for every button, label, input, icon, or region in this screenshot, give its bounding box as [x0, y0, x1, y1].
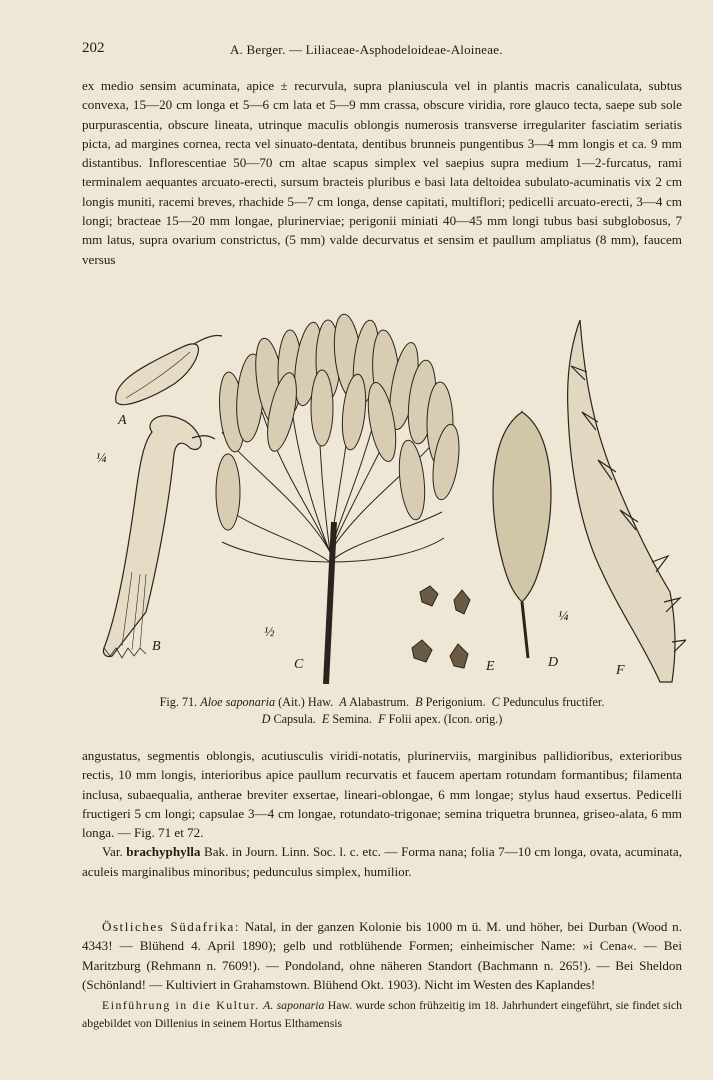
caption-fig-number: Fig. 71. [159, 695, 198, 709]
caption-species: Aloe saponaria [200, 695, 276, 709]
label-e: E [486, 659, 495, 674]
distribution-region: Östliches Südafrika: [102, 919, 240, 934]
label-b: B [152, 639, 161, 654]
caption-author: (Ait.) Haw. [278, 695, 334, 709]
paragraph-distribution [82, 917, 682, 994]
paragraph-middle: angustatus, segmentis oblongis, acutiusculis viridi-notatis, plurinerviis, marginibus pallidioribus, exterioribus rectis, 10 mm longis, interioribus apice paullum recurvatis et faucem apertam rotundam formantibus; filamenta inclusa, subaequalia, antherae breviter exsertae, lineari-oblongae, 6 mm longae; stylus haud exsertus. Pedicelli fructigeri 5 cm longi; capsulae 3—4 cm longae, rotundato-trigonae; semina triquetra brunnea, griseo-alata, 6 mm longa. — Fig. 71 et 72. [82, 748, 682, 841]
caption-letter-f: F [378, 712, 386, 727]
caption-letter-a: A [339, 695, 347, 709]
caption-letter-d: D [261, 712, 271, 727]
caption-letter-e: E [321, 712, 330, 727]
caption-letter-b: B [415, 695, 423, 709]
label-c: C [294, 657, 304, 672]
paragraph-variety [82, 842, 682, 881]
illustration-seeds-e [412, 586, 470, 668]
caption-text-b: Perigonium. [425, 695, 486, 709]
scale-label-d: ¼ [558, 609, 569, 624]
culture-text: Haw. wurde schon frühzeitig im 18. Jahrhundert eingeführt, sie findet sich abgebildet von Dillenius in seinem Hortus Elthamensis [82, 998, 682, 1030]
body-text-culture [82, 997, 682, 1037]
variety-text: Bak. in Journ. Linn. Soc. l. c. etc. — Forma nana; folia 7—10 cm longa, ovata, acuminata, aculeis marginalibus minoribus; pedunculus simplex, humilior. [82, 844, 682, 879]
body-text-middle [82, 746, 682, 916]
illustration-capsule-d [493, 412, 551, 658]
figure-71 [82, 312, 686, 690]
caption-source: (Icon. orig.) [443, 712, 503, 727]
caption-line-2 [82, 711, 682, 728]
illustration-bud-a [116, 335, 222, 404]
caption-text-f: Folii apex. [388, 712, 441, 727]
caption-letter-c: C [491, 695, 500, 709]
page-number: 202 [82, 40, 105, 56]
figure-caption [82, 694, 682, 728]
distribution-text: Natal, in der ganzen Kolonie bis 1000 m ü. M. und höher, bei Durban (Wood n. 4343! — Blühend 4. April 1890); gelb und rotblühende Formen; einheimischer Name: »i Cena«. — Bei Maritzburg (Rehmann n. 7609!). — Pondoland, ohne näheren Standort (Bachmann n. 265!). — Bei Sheldon (Schönland! — Kultiviert in Grahamstown. Blühend Okt. 1903). Nicht im Westen des Kaplandes! [82, 919, 682, 992]
culture-species: A. saponaria [263, 998, 325, 1012]
caption-text-a: Alabastrum. [349, 695, 410, 709]
caption-line-1 [82, 694, 682, 711]
variety-prefix: Var. [102, 844, 123, 860]
page-header [82, 40, 683, 62]
label-a: A [118, 413, 127, 428]
illustration-perigonium-b [103, 416, 215, 658]
variety-name: brachyphylla [126, 844, 201, 860]
running-title: A. Berger. — Liliaceae-Asphodeloideae-Aloineae. [230, 42, 503, 57]
label-d: D [548, 655, 559, 670]
caption-text-c: Pedunculus fructifer. [502, 695, 605, 709]
illustration-leaf-apex-f [568, 320, 686, 682]
culture-heading: Einführung in die Kultur. [102, 998, 260, 1012]
scale-label-c: ½ [264, 625, 275, 640]
illustration-infructescence-c [216, 313, 463, 684]
paragraph-top: ex medio sensim acuminata, apice ± recurvula, supra planiuscula vel in plantis macris canaliculata, subtus convexa, 15—20 cm longa et 5—6 cm lata et 5—9 mm crassa, obscure viridia, rore glauco tecta, saepe sub sole purpurascentia, obscure lineata, utrinque maculis oblongis numerosis transverse irregulariter fasciatim seriatis picta, ad margines cornea, recta vel sinuato-dentata, dentibus brunneis pungentibus 3—4 mm longis et ca. 9 mm distantibus. Inflorescentiae 50—70 cm altae scapus simplex vel saepius supra medium 1—2-furcatus, rami terminalem aequantes arcuato-erecti, sursum bracteis pluribus e basi lata deltoidea subulato-acuminatis vix 2 cm longis muniti, racemi breves, rhachide 5—7 cm longa, dense capitati, multiflori; pedicelli arcuato-erecti, 3—4 cm longi; bracteae 15—20 mm longae, plurinerviae; perigonii miniati 40—45 mm longi tubus basi subglobosus, 7 mm latus, supra ovarium constrictus, (5 mm) valde decurvatus et sensim et paullum ampliatus (8 mm), faucem versus [82, 78, 682, 267]
body-text-top [82, 76, 682, 292]
paragraph-culture [82, 997, 682, 1032]
scale-label-a: ¼ [96, 451, 107, 466]
caption-text-d: Capsula. [273, 712, 316, 727]
caption-text-e: Semina. [332, 712, 373, 727]
botanical-illustration [82, 312, 686, 690]
label-f: F [616, 663, 625, 678]
